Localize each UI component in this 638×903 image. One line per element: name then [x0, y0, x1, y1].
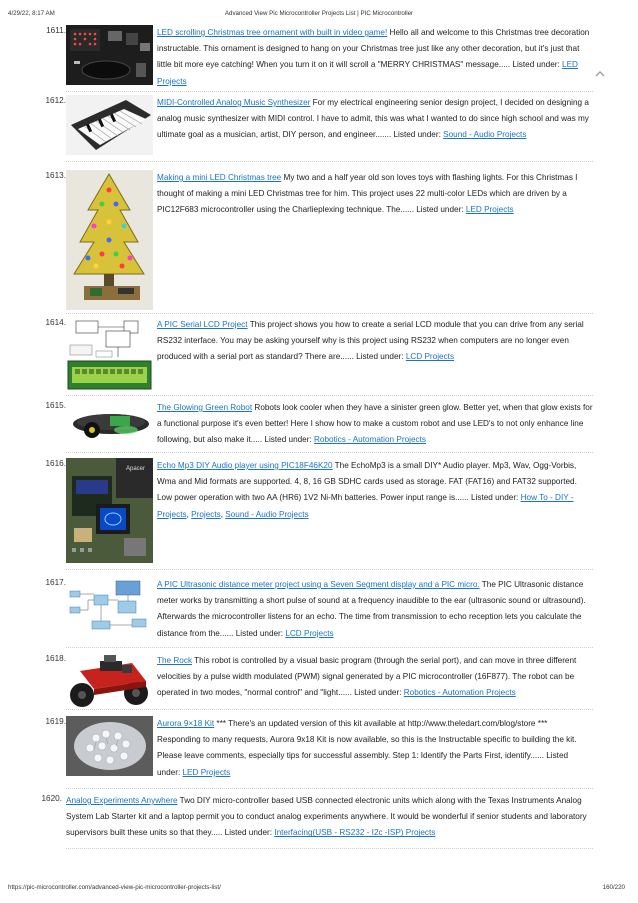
category-link[interactable]: How To - DIY - Projects: [157, 493, 574, 519]
item-title-link[interactable]: Making a mini LED Christmas tree: [157, 173, 282, 182]
item-text: [66, 793, 593, 842]
item-title-link[interactable]: MIDI-Controlled Analog Music Synthesizer: [157, 98, 311, 107]
item-title-link[interactable]: A PIC Ultrasonic distance meter project using a Seven Segment display and a PIC micro.: [157, 580, 480, 589]
midi-keyboard-image[interactable]: [66, 95, 153, 155]
item-description: This robot is controlled by a visual basic program (through the serial port), and can move in three different velocities by a pulse width modulated (PWM) signal generated by a PIC microcontroller (16F877). The robot can be operated in two modes, "normal control" and "light...... Listed under:: [157, 656, 577, 698]
divider: [66, 848, 593, 849]
item-number: 1616.: [45, 459, 66, 468]
item-title-link[interactable]: Aurora 9×18 Kit: [157, 719, 215, 728]
item-title-link[interactable]: The Rock: [157, 656, 193, 665]
item-text: [157, 716, 593, 781]
divider: [66, 647, 593, 648]
item-number: 1611.: [46, 26, 66, 35]
item-description: Hello all and welcome to this Christmas tree decoration instructable. This ornament is designed to hang on your Christmas tree just like any other decoration, but it's just that little bit more eye catching! When you turn it on it will scroll a "MERRY CHRISTMAS" message..... Listed under:: [157, 28, 590, 70]
item-description: The PIC Ultrasonic distance meter works by transmitting a short pulse of sound at a frequency inaudible to the ear (ultrasonic sound or ultrasound). Afterwards the microcontroller listens for an echo. The time from transmission to echo reception lets you calculate the distance from the...... Listed under:: [157, 580, 586, 638]
led-kit-parts-image[interactable]: [66, 716, 153, 776]
led-christmas-tree-image[interactable]: [66, 170, 153, 310]
item-description: This project shows you how to create a serial LCD module that you can drive from any serial RS232 interface. You may be asking yourself why is this project using RS232 when computers are no longer even produced with a serial port as standard? There are...... Listed under:: [157, 320, 584, 362]
item-title-link[interactable]: Analog Experiments Anywhere: [66, 796, 178, 805]
item-number: 1613.: [45, 171, 66, 180]
item-text: [157, 25, 593, 90]
print-url: https://pic-microcontroller.com/advanced-view-pic-microcontroller-projects-list/: [8, 884, 221, 891]
print-page-title: Advanced View Pic Microcontroller Projects List | PIC Microcontroller: [224, 10, 414, 17]
item-description: The EchoMp3 is a small DIY* Audio player. Mp3, Wav, Ogg-Vorbis, Wma and Mid formats are supported. 4, 8, 16 GB SDHC cards used as storage. FAT (FAT16) and FAT32 supported. Low power operation with two AA (HR6) 1V2 Ni-Mh batteries. Power input range is...... Listed under:: [157, 461, 577, 503]
category-link[interactable]: Sound - Audio Projects: [225, 509, 309, 519]
print-footer: [0, 884, 638, 894]
divider: [66, 452, 593, 453]
serial-lcd-diagram-image[interactable]: [66, 317, 153, 391]
divider: [66, 395, 593, 396]
item-text: [157, 95, 593, 144]
item-number: 1618.: [45, 654, 66, 663]
item-description: For my electrical engineering senior design project, I decided on designing a analog music synthesizer with MIDI control. I have to admit, this was what I wanted to do since high school and was my ultimate goal as a musician, artist, DIY person, and engineer....... Listed under:: [157, 98, 589, 140]
item-description: My two and a half year old son loves toys with flashing lights. For this Christmas I thought of making a mini LED Christmas tree for him. This project uses 22 multi-color LEDs which are driven by a PIC12F683 microcontroller using the Charlieplexing technique. The...... Listed under:: [157, 173, 578, 215]
divider: [66, 313, 593, 314]
green-robot-image[interactable]: [66, 400, 153, 448]
item-number: 1615.: [45, 401, 66, 410]
item-title-link[interactable]: The Glowing Green Robot: [157, 403, 253, 412]
item-number: 1620.: [41, 794, 62, 803]
category-link[interactable]: LCD Projects: [285, 628, 334, 638]
item-description: Two DIY micro-controller based USB connected electronic units which along with the Texas Instruments Analog System Lab Starter kit and a laptop permit you to conduct analog experiments anywhere. It would be wonderful if senior students and laboratory supervisors built these units so that they..... Listed under:: [66, 796, 587, 838]
divider: [66, 788, 593, 789]
page-count: 160/220: [602, 884, 625, 891]
category-link[interactable]: Robotics - Automation Projects: [314, 435, 426, 445]
item-text: [157, 458, 593, 523]
svg-text:Apacer: Apacer: [126, 466, 146, 472]
category-link[interactable]: Robotics - Automation Projects: [403, 688, 516, 698]
item-number: 1614.: [45, 318, 66, 327]
chevron-up-icon[interactable]: [594, 66, 606, 76]
category-link[interactable]: Projects: [191, 509, 221, 519]
item-title-link[interactable]: Echo Mp3 DIY Audio player using PIC18F46K20: [157, 461, 333, 470]
print-header: [0, 10, 638, 20]
category-link[interactable]: LED Projects: [182, 767, 231, 777]
item-title-link[interactable]: LED scrolling Christmas tree ornament with built in video game!: [157, 28, 388, 37]
category-link[interactable]: Interfacing(USB - RS232 - I2c -ISP) Projects: [274, 828, 436, 838]
item-text: [157, 577, 593, 642]
item-text: [157, 170, 593, 219]
divider: [66, 569, 593, 570]
rock-robot-image[interactable]: [66, 653, 153, 711]
divider: [66, 709, 593, 710]
led-ornament-image[interactable]: [66, 25, 153, 85]
item-description: *** There's an updated version of this kit available at http://www.theledart.com/blog/store *** Responding to many requests, Aurora 9x18 Kit is now available, so this is the Instructable specific to building the kit. Please leave comments, especially tips for successful assembly. Step 1: Identify the Parts First, identify...... Listed under:: [157, 719, 577, 777]
divider: [66, 161, 593, 162]
item-description: Robots look cooler when they have a sinister green glow. Better yet, when that glow exists for a functional purpose it's even better! Here I show how to make a custom robot and use LED's to not only enhance line following, but also make it..... Listed under:: [157, 403, 593, 445]
category-separator: ,: [220, 509, 226, 519]
category-separator: ,: [186, 509, 192, 519]
mp3-player-board-image[interactable]: [66, 458, 153, 563]
ultrasonic-schematic-image[interactable]: [66, 577, 153, 635]
category-link[interactable]: Sound - Audio Projects: [443, 130, 527, 140]
item-text: [157, 653, 593, 702]
item-text: [157, 317, 593, 366]
item-text: [157, 400, 593, 449]
category-link[interactable]: LCD Projects: [405, 352, 455, 362]
item-number: 1612.: [45, 96, 66, 105]
category-link[interactable]: LED Projects: [157, 60, 578, 86]
item-number: 1617.: [45, 578, 66, 587]
item-title-link[interactable]: A PIC Serial LCD Project: [157, 320, 248, 329]
item-number: 1619.: [45, 717, 66, 726]
category-link[interactable]: LED Projects: [465, 205, 514, 215]
print-date: 4/29/22, 8:17 AM: [8, 10, 55, 17]
divider: [66, 91, 593, 92]
